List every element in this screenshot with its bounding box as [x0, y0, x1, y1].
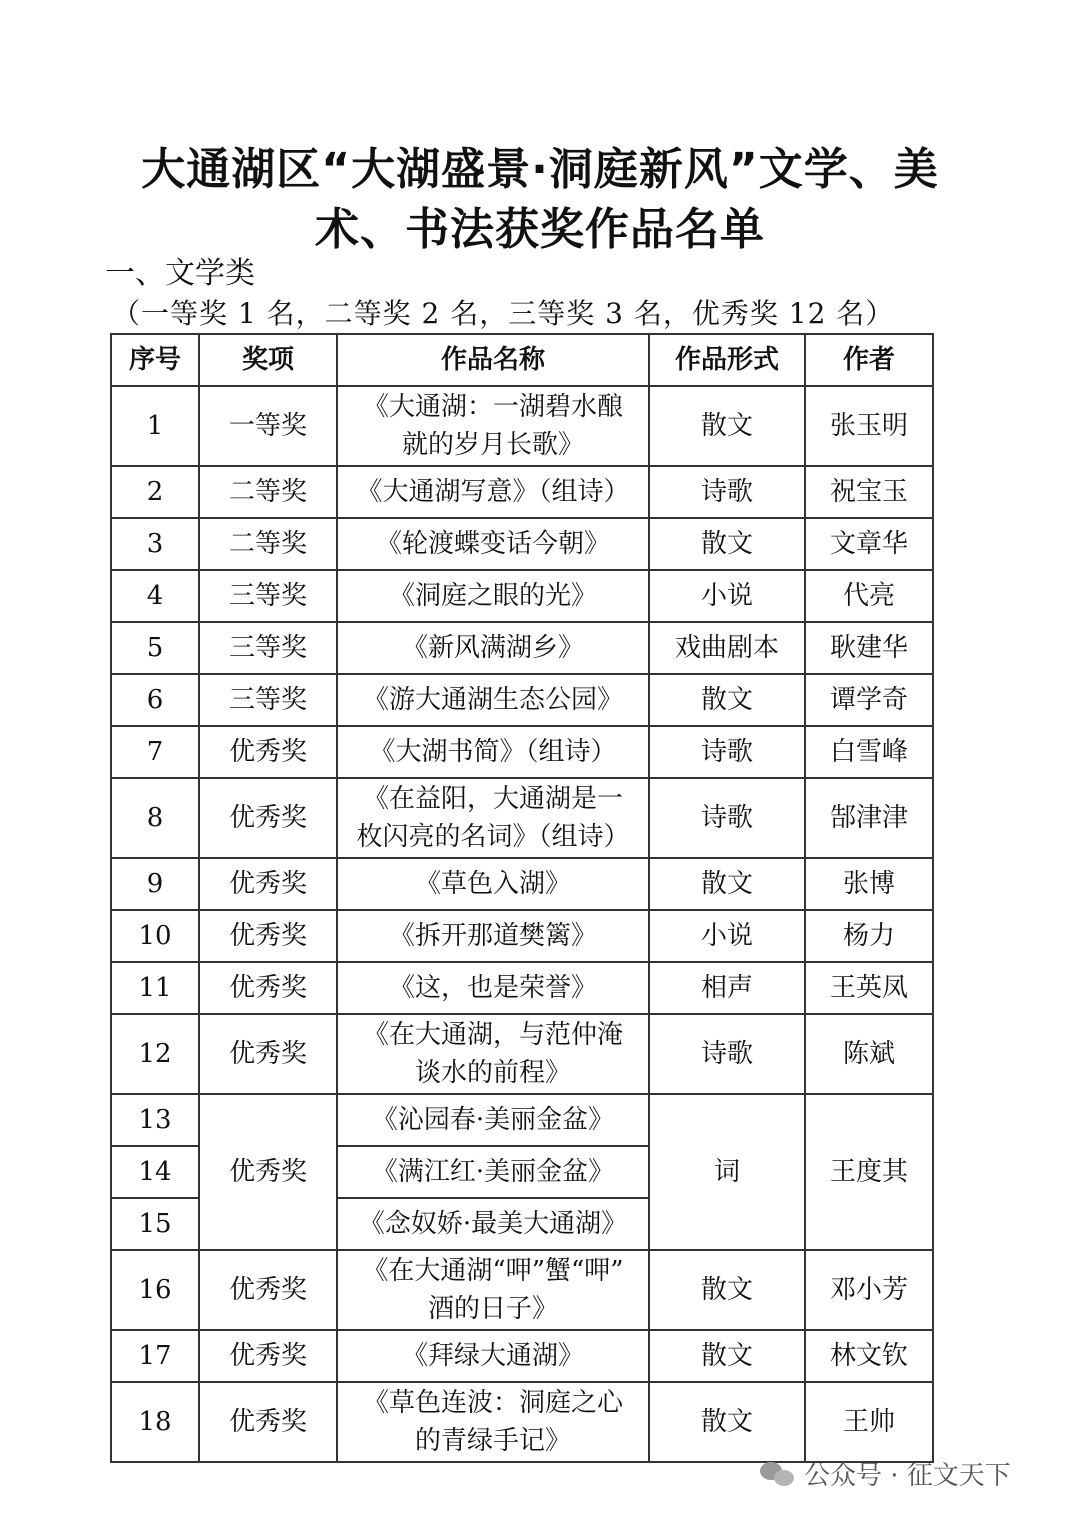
row-no: 2	[111, 466, 199, 518]
row-title-line: 《大通湖：一湖碧水酿	[362, 392, 623, 422]
row-form: 词	[649, 1094, 805, 1250]
row-award: 二等奖	[199, 466, 337, 518]
header-award: 奖项	[199, 334, 337, 386]
table-row	[111, 1250, 933, 1330]
row-form: 散文	[649, 858, 805, 910]
row-no: 4	[111, 570, 199, 622]
row-title: 《这，也是荣誉》	[337, 962, 649, 1014]
table-row	[111, 622, 933, 674]
row-author: 代亮	[805, 570, 933, 622]
award-quota: （一等奖 1 名，二等奖 2 名，三等奖 3 名，优秀奖 12 名）	[112, 297, 895, 330]
row-title	[337, 1250, 649, 1330]
row-title: 《大通湖写意》（组诗）	[337, 466, 649, 518]
row-form: 诗歌	[649, 1014, 805, 1094]
watermark	[760, 1455, 1011, 1492]
table-row	[111, 962, 933, 1014]
row-title: 《轮渡蝶变话今朝》	[337, 518, 649, 570]
row-title-line: 谈水的前程》	[414, 1058, 571, 1088]
row-author: 林文钦	[805, 1330, 933, 1382]
table-row	[111, 726, 933, 778]
title-line-2: 术、书法获奖作品名单	[315, 204, 765, 255]
row-author: 谭学奇	[805, 674, 933, 726]
row-title: 《大湖书简》（组诗）	[337, 726, 649, 778]
row-award: 二等奖	[199, 518, 337, 570]
header-title: 作品名称	[337, 334, 649, 386]
table-row	[111, 910, 933, 962]
row-title: 《拜绿大通湖》	[337, 1330, 649, 1382]
row-no: 6	[111, 674, 199, 726]
row-author: 张玉明	[805, 386, 933, 466]
table-row	[111, 1094, 933, 1146]
row-form: 诗歌	[649, 466, 805, 518]
row-author: 郜津津	[805, 778, 933, 858]
row-no: 8	[111, 778, 199, 858]
row-title-line: 就的岁月长歌》	[401, 430, 584, 460]
table-row	[111, 518, 933, 570]
row-form: 散文	[649, 518, 805, 570]
row-author: 文章华	[805, 518, 933, 570]
row-no: 14	[111, 1146, 199, 1198]
title-line-1: 大通湖区“大湖盛景·洞庭新风”文学、美	[141, 144, 939, 195]
row-award: 优秀奖	[199, 910, 337, 962]
row-title: 《游大通湖生态公园》	[337, 674, 649, 726]
row-author: 白雪峰	[805, 726, 933, 778]
row-title: 《草色入湖》	[337, 858, 649, 910]
row-author: 王帅	[805, 1382, 933, 1462]
row-form: 散文	[649, 1250, 805, 1330]
header-no: 序号	[111, 334, 199, 386]
table-row	[111, 1382, 933, 1462]
row-award: 优秀奖	[199, 858, 337, 910]
row-award: 优秀奖	[199, 1094, 337, 1250]
table-row	[111, 466, 933, 518]
row-author: 王英凤	[805, 962, 933, 1014]
table-row	[111, 778, 933, 858]
row-form: 散文	[649, 1382, 805, 1462]
row-author: 耿建华	[805, 622, 933, 674]
row-no: 5	[111, 622, 199, 674]
row-award: 优秀奖	[199, 778, 337, 858]
row-title: 《念奴娇·最美大通湖》	[337, 1198, 649, 1250]
row-no: 10	[111, 910, 199, 962]
row-no: 12	[111, 1014, 199, 1094]
table-row	[111, 674, 933, 726]
row-award: 三等奖	[199, 570, 337, 622]
row-no: 3	[111, 518, 199, 570]
row-title: 《洞庭之眼的光》	[337, 570, 649, 622]
row-author: 祝宝玉	[805, 466, 933, 518]
row-author: 张博	[805, 858, 933, 910]
row-title-line: 枚闪亮的名词》（组诗）	[356, 822, 630, 852]
row-award: 优秀奖	[199, 1250, 337, 1330]
row-title-line: 《在大通湖，与范仲淹	[362, 1020, 623, 1050]
row-form: 散文	[649, 674, 805, 726]
table-row	[111, 1330, 933, 1382]
row-award: 三等奖	[199, 622, 337, 674]
row-title: 《满江红·美丽金盆》	[337, 1146, 649, 1198]
row-title-line: 《在大通湖“呷”蟹“呷”	[362, 1256, 624, 1286]
row-title-line: 的青绿手记》	[414, 1426, 571, 1456]
row-no: 1	[111, 386, 199, 466]
header-form: 作品形式	[649, 334, 805, 386]
row-author: 邓小芳	[805, 1250, 933, 1330]
row-form: 散文	[649, 1330, 805, 1382]
watermark-text: 公众号 · 征文天下	[804, 1461, 1011, 1491]
row-title-line: 《草色连波：洞庭之心	[362, 1388, 623, 1418]
table-header-row	[111, 334, 933, 386]
row-award: 一等奖	[199, 386, 337, 466]
row-no: 18	[111, 1382, 199, 1462]
page-title	[60, 140, 1020, 260]
table-row	[111, 858, 933, 910]
row-no: 11	[111, 962, 199, 1014]
row-title: 《新风满湖乡》	[337, 622, 649, 674]
row-title: 《拆开那道樊篱》	[337, 910, 649, 962]
row-award: 优秀奖	[199, 1382, 337, 1462]
row-form: 诗歌	[649, 778, 805, 858]
section-heading: 一、文学类	[105, 256, 255, 291]
table-row	[111, 1014, 933, 1094]
row-form: 相声	[649, 962, 805, 1014]
row-no: 16	[111, 1250, 199, 1330]
row-award: 优秀奖	[199, 726, 337, 778]
row-award: 三等奖	[199, 674, 337, 726]
row-award: 优秀奖	[199, 1014, 337, 1094]
row-no: 15	[111, 1198, 199, 1250]
row-title-line: 《在益阳，大通湖是一	[362, 784, 623, 814]
row-no: 7	[111, 726, 199, 778]
row-award: 优秀奖	[199, 962, 337, 1014]
row-no: 9	[111, 858, 199, 910]
row-form: 诗歌	[649, 726, 805, 778]
wechat-icon	[760, 1460, 796, 1488]
row-title-line: 酒的日子》	[427, 1294, 558, 1324]
row-author: 杨力	[805, 910, 933, 962]
row-author: 陈斌	[805, 1014, 933, 1094]
header-author: 作者	[805, 334, 933, 386]
row-form: 戏曲剧本	[649, 622, 805, 674]
awards-table	[110, 333, 934, 1463]
row-no: 17	[111, 1330, 199, 1382]
row-award: 优秀奖	[199, 1330, 337, 1382]
row-title	[337, 386, 649, 466]
row-form: 小说	[649, 570, 805, 622]
row-form: 散文	[649, 386, 805, 466]
table-row	[111, 386, 933, 466]
row-title	[337, 778, 649, 858]
row-form: 小说	[649, 910, 805, 962]
row-no: 13	[111, 1094, 199, 1146]
row-title	[337, 1382, 649, 1462]
row-title: 《沁园春·美丽金盆》	[337, 1094, 649, 1146]
table-row	[111, 570, 933, 622]
row-author: 王度其	[805, 1094, 933, 1250]
row-title	[337, 1014, 649, 1094]
